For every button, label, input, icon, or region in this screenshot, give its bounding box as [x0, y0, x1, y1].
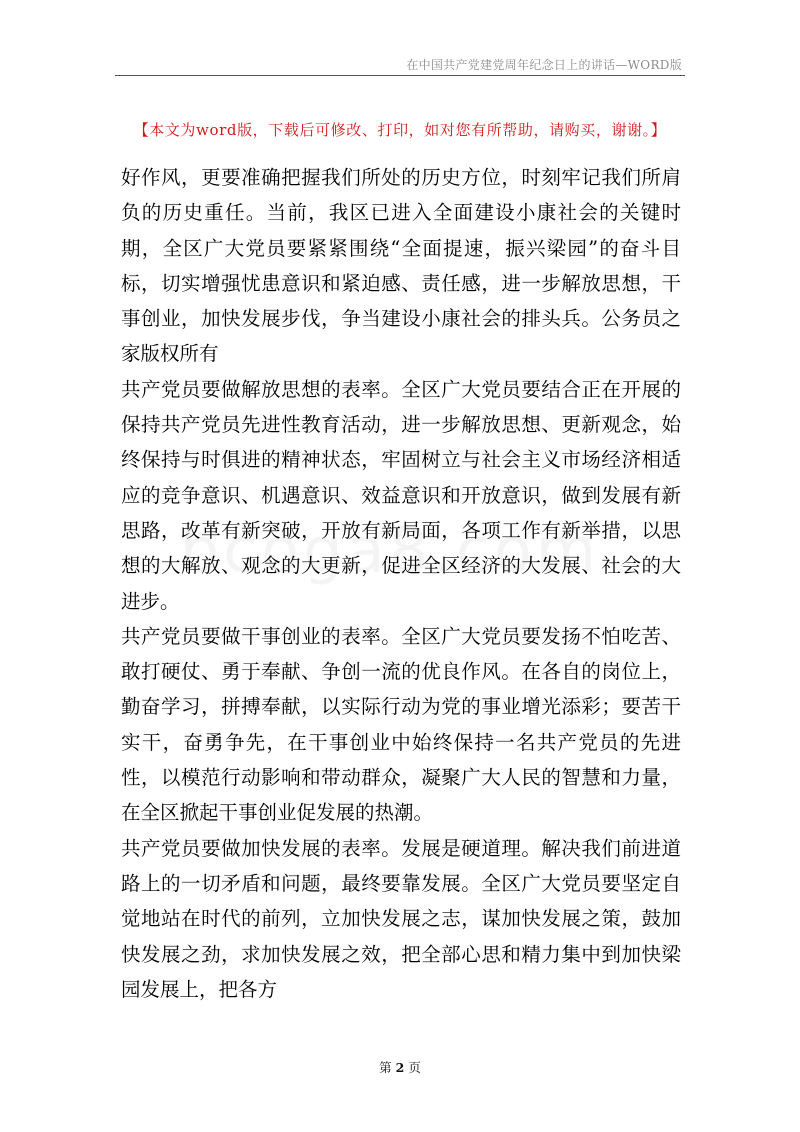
footer-suffix: 页: [408, 1060, 421, 1075]
header-divider: [115, 75, 685, 76]
paragraph-4: 共产党员要做加快发展的表率。发展是硬道理。解决我们前进道路上的一切矛盾和问题，最终要靠发展。全区广大党员要坚定自觉地站在时代的前列，立加快发展之志，谋加快发展之策，鼓加快发展之劲，求加快发展之效，把全部心思和精力集中到加快梁园发展上，把各方: [121, 836, 681, 1001]
download-notice: 【本文为word版，下载后可修改、打印，如对您有所帮助，请购买，谢谢。】: [133, 121, 667, 139]
document-body: [121, 160, 681, 1007]
page-footer: [0, 1058, 800, 1076]
running-header: 在中国共产党建党周年纪念日上的讲话—WORD版: [406, 58, 682, 72]
footer-prefix: 第: [379, 1060, 392, 1075]
paragraph-3: 共产党员要做干事创业的表率。全区广大党员要发扬不怕吃苦、敢打硬仗、勇于奉献、争创一流的优良作风。在各自的岗位上，勤奋学习，拼搏奉献，以实际行动为党的事业增光添彩；要苦干实干，奋勇争先，在干事创业中始终保持一名共产党员的先进性，以模范行动影响和带动群众，凝聚广大人民的智慧和力量，在全区掀起干事创业促发展的热潮。: [121, 624, 681, 825]
page-number: 2: [395, 1060, 405, 1075]
paragraph-2: 共产党员要做解放思想的表率。全区广大党员要结合正在开展的保持共产党员先进性教育活动，进一步解放思想、更新观念，始终保持与时俱进的精神状态，牢固树立与社会主义市场经济相适应的竞争意识、机遇意识、效益意识和开放意识，做到发展有新思路，改革有新突破，开放有新局面，各项工作有新举措，以思想的大解放、观念的大更新，促进全区经济的大发展、社会的大进步。: [121, 377, 681, 613]
paragraph-1: 好作风，更要准确把握我们所处的历史方位，时刻牢记我们所肩负的历史重任。当前，我区已进入全面建设小康社会的关键时期，全区广大党员要紧紧围绕“全面提速，振兴梁园”的奋斗目标，切实增强忧患意识和紧迫感、责任感，进一步解放思想，干事创业，加快发展步伐，争当建设小康社会的排头兵。公务员之家版权所有: [121, 166, 681, 366]
